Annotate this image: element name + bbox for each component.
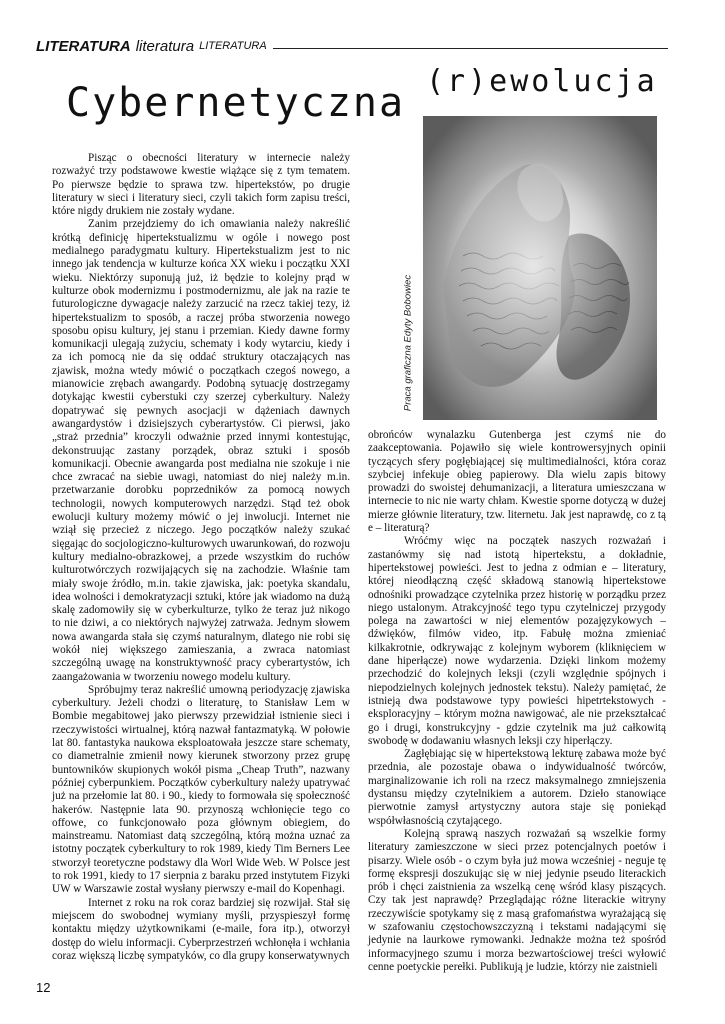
- title-line-2: Cybernetyczna: [66, 80, 406, 126]
- artwork-image: [423, 116, 657, 420]
- article-column-left: [52, 152, 350, 962]
- header-part-3: LITERATURA: [199, 39, 267, 52]
- title-line-1: (r)ewolucja: [426, 64, 658, 99]
- page-number: 12: [36, 980, 51, 995]
- header-rule: [273, 48, 668, 49]
- article-paragraph: obrońców wynalazku Gutenberga jest czymś nie do zaakceptowania. Pojawiło się wiele kontrowersyjnych opinii tyczących sfery pogłębiającej się multimedialności, która coraz szybciej infekuje obieg papierowy. Dla wielu zapis bitowy prowadzi do swoistej dehumanizacji, a literatura umieszczana w internecie to nic nie warty chłam. Kwestie sporne dotyczą w dużej mierze głównie literatury, tzw. liternetu. Jak jest naprawdę, co z tą e – literaturą?: [368, 429, 666, 535]
- article-paragraph: Wróćmy więc na początek naszych rozważań i zastanówmy się nad istotą hipertekstu, a dokładnie, hipertekstowej powieści. Jest to jedna z odmian e – literatury, której nieodłączną część składową stanowią hipertekstowe odnośniki prowadzące czytelnika przez historię w porządku przez niego ustalonym. Atrakcyjność tego typu czytelniczej przygody polega na zawartości w niej elementów pozajęzykowych – dźwięków, filmów video, itp. Fabułę można zmieniać kilkakrotnie, odkrywając z kolejnym wyborem (kliknięciem w dane hiperłącze) nowe wydarzenia. Dzięki linkom możemy przechodzić do kolejnych leksji (czyli względnie spójnych i niepodzielnych kolejnych jednostek tekstu). Należy pamiętać, że istnieją dwa podstawowe typy powieści hipetrtekstowych - eksploracyjny – którym można nawigować, ale nie przekształcać go i drugi, konstrukcyjny - gdzie czytelnik ma już całkowitą swobodę w dodawaniu własnych leksji czy hiperłączy.: [368, 535, 666, 747]
- article-paragraph: Internet z roku na rok coraz bardziej się rozwijał. Stał się miejscem do swobodnej wymiany myśli, przyspieszył formę kontaktu między użytkownikami (e-maile, fora itp.), otworzył dostęp do wielu informacji. Cyberprzestrzeń wchłonęła i wchłania coraz większą liczbę sympatyków, co dla grupy konserwatywnych: [52, 896, 350, 962]
- article-paragraph: Zanim przejdziemy do ich omawiania należy nakreślić krótką definicję hipertekstualizmu w ogóle i nowego post medialnego paradygmatu kultury. Hipertekstualizm jest to nic innego jak tendencja w kulturze końca XX wieku i początku XXI wieku. Niektórzy suponują już, iż będzie to kolejny prąd w kulturze obok modernizmu i postmodernizmu, ale jak na razie te futurologiczne dywagacje należy zarzucić na rzecz takiej tezy, iż hipertekstualizm to sposób, a raczej próba stworzenia nowego sposobu opisu kultury, jej stanu i przemian. Kiedy dawne formy komunikacji ulegają zużyciu, schematy i kody wytarciu, kiedy i za ich pomocą nie da się oddać struktury otaczających nas zjawisk, można wtedy mówić o początkach czegoś nowego, a mianowicie zrębach awangardy. Podobną sytuację dostrzegamy dotykając kwestii cyberstuki czy szerzej cyberkultury. Należy dopatrywać się pewnych asocjacji w dążeniach dawnych awangardystów i dzisiejszych cyberartystów. Ci pierwsi, jako „straż przednia” kroczyli odważnie przed innymi kontestując, dekonstruując zastany porządek, obraz sztuki i sposób komunikacji. Obecnie awangarda post medialna nie szokuje i nie chce zwracać na siebie uwagi, natomiast do niej należy m.in. przetwarzanie dorobku poprzedników za pomocą nowych technologii, nowych komputerowych narzędzi. Stąd też obok ewolucji kultury możemy mówić o jej inwolucji. Internet nie wziął się przecież z niczego. Jego początków należy szukać sięgając do socjologiczno-kulturowych uwarunkowań, do rozwoju kultury medialno-obrazkowej, a przede wszystkim do ruchów kulturotwórczych rozwijających się na zachodzie. Właśnie tam miały swoje źródło, m.in. takie zjawiska, jak: poetyka skandalu, idea wolności i demokratyzacji sztuki, które jak wiadomo na dużą skalę zadomowiły się w cyberkulturze, tylko że teraz już nikogo to nie dziwi, a co niektórych najwyżej zatrważa. Jednym słowem nowa awangarda stała się czymś naturalnym, dlatego nie robi się wokół niej większego zamieszania, a zwraca natomiast szczególną uwagę na konstruktywność pracy cyberartystów, ich zaangażowania w tworzeniu nowego modelu kultury.: [52, 218, 350, 683]
- article-paragraph: Pisząc o obecności literatury w internecie należy rozważyć trzy podstawowe kwestie wiążące się z tym tematem. Po pierwsze będzie to sprawa tzw. hipertekstów, po drugie literatury w sieci i literatury sieci, czyli takich form zapisu treści, które nigdy drukiem nie zostały wydane.: [52, 152, 350, 218]
- running-header: [36, 36, 668, 56]
- article-paragraph: Zagłębiając się w hipertekstową lekturę zabawa może być przednia, ale pozostaje obawa o indywidualność twórców, marginalizowanie ich roli na rzecz maksymalnego zmniejszenia dystansu między czytelnikiem a autorem. Dzieło stanowiące pierwotnie zamysł artystyczny autora staje się poniekąd współwłasnością czytającego.: [368, 748, 666, 827]
- image-caption: [400, 268, 416, 418]
- header-part-1: LITERATURA: [36, 37, 131, 55]
- artwork-graphic: [423, 116, 657, 420]
- image-caption-text: Praca graficzna Edyty Bobowiec: [402, 274, 414, 412]
- header-part-2: literatura: [135, 37, 195, 55]
- article-paragraph: Spróbujmy teraz nakreślić umowną periodyzację zjawiska cyberkultury. Jeżeli chodzi o literaturę, to Stanisław Lem w Bombie megabitowej jako pierwszy przewidział istnienie sieci i rzeczywistości wirtualnej, którą nazwał fantazmatyką. W połowie lat 80. fantastyka naukowa eksploatowała jeszcze stare schematy, co diametralnie zmienił nowy kierunek stworzony przez grupę buntowników skupionych wokół pisma „Cheap Truth”, nazwany później cyberpunkiem. Początków cyberkultury należy upatrywać już na przełomie lat 80. i 90., kiedy to formowała się społeczność hakerów. Następnie lata 90. przynoszą wchłonięcie tego co offowe, co funkcjonowało poza głównym obiegiem, do mainstreamu. Natomiast datą szczególną, którą można uznać za istotny początek cyberkultury to rok 1989, kiedy Tim Berners Lee stworzył teoretyczne podstawy dla Worl Wide Web. W Polsce jest to rok 1991, kiedy to 17 sierpnia z baraku przed instytutem Fizyki UW w Warszawie został wysłany pierwszy e-mail do Kopenhagi.: [52, 683, 350, 896]
- article-column-right: [368, 429, 666, 979]
- article-paragraph: Kolejną sprawą naszych rozważań są wszelkie formy literatury zamieszczone w sieci przez potencjalnych poetów i pisarzy. Wiele osób - o czym była już mowa wcześniej - neguje tę formę ekspresji doszukując się w niej jedynie pseudo literackich prób i chęci zaistnienia za wszelką cenę wśród klasy piszących. Czy tak jest naprawdę? Przeglądając różne literackie witryny rzeczywiście spotykamy się z masą grafomaństwa wyrażającą się w szafowaniu częstochowszczyzną i tekstami nadającymi się jedynie na laurkowe rymowanki. Jednakże można też spośród informacyjnego szumu i morza bezwartościowej treści wyłowić cenne poetyckie perełki. Publikują je ludzie, którzy nie zaistnieli: [368, 827, 666, 973]
